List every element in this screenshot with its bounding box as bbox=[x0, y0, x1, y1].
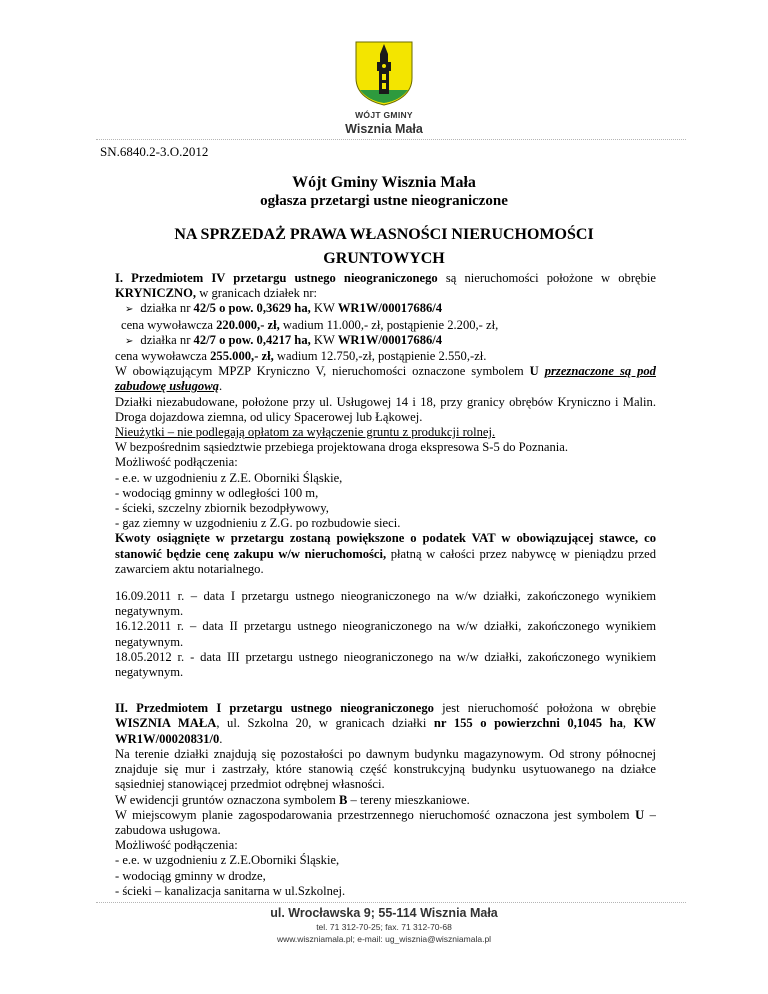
price-42-7: cena wywoławcza 255.000,- zł, wadium 12.750,-zł, postąpienie 2.550,-zł. bbox=[115, 349, 487, 364]
arrow-bullet-icon: ➢ bbox=[125, 304, 134, 316]
footer-divider bbox=[96, 902, 686, 903]
section-2-subject: II. Przedmiotem I przetargu ustnego nieograniczonego bbox=[115, 701, 434, 716]
location-wisznia-mala: WISZNIA MAŁA bbox=[115, 716, 217, 731]
header-municipality: Wisznia Mała bbox=[345, 122, 423, 136]
title-line-2: ogłasza przetargi ustne nieograniczone bbox=[260, 193, 508, 209]
reference-number: SN.6840.2-3.O.2012 bbox=[100, 144, 209, 159]
list-item: - wodociąg gminny w odległości 100 m, bbox=[115, 485, 319, 500]
main-heading bbox=[0, 223, 768, 271]
connections-title: Możliwość podłączenia: bbox=[115, 455, 238, 470]
connections-title: Możliwość podłączenia: bbox=[115, 838, 238, 853]
main-heading-line-2: GRUNTOWYCH bbox=[323, 250, 445, 267]
tender-history-item: 16.12.2011 r. – data II przetargu ustnego nieograniczonego na w/w działki, zakończonego wynikiem negatywnym. bbox=[115, 619, 656, 649]
location-kryniczno: KRYNICZNO, bbox=[115, 286, 197, 301]
footer-web: www.wiszniamala.pl; e-mail: ug_wisznia@wiszniamala.pl bbox=[276, 934, 492, 944]
tender-history-item: 18.05.2012 r. - data III przetargu ustnego nieograniczonego na w/w działki, zakończonego wynikiem negatywnym. bbox=[115, 649, 656, 680]
main-heading-line-1: NA SPRZEDAŻ PRAWA WŁASNOŚCI NIERUCHOMOŚCI bbox=[174, 226, 594, 243]
footer-address: ul. Wrocławska 9; 55-114 Wisznia Mała bbox=[270, 906, 498, 920]
plot-42-5: ➢ działka nr 42/5 o pow. 0,3629 ha, KW WR1W/00017686/4 bbox=[125, 301, 443, 316]
vat-note: Kwoty osiągnięte w przetargu zostaną powiększone o podatek VAT w obowiązującej stawce, co stanowić będzie cenę zakupu w/w nieruchomości, płatną w całości przez nabywcę w pieniądzu przed zawarciem aktu notarialnego. bbox=[115, 531, 656, 576]
list-item: - ścieki, szczelny zbiornik bezodpływowy, bbox=[115, 501, 329, 516]
section-1-subject: I. Przedmiotem IV przetargu ustnego nieograniczonego bbox=[115, 271, 438, 285]
tender-history-item: 16.09.2011 r. – data I przetargu ustnego nieograniczonego na w/w działki, zakończonego wynikiem negatywnym. bbox=[115, 589, 656, 619]
land-registry-info: W ewidencji gruntów oznaczona symbolem B – tereny mieszkaniowe. bbox=[115, 792, 470, 807]
list-item: - wodociąg gminny w drodze, bbox=[115, 868, 266, 883]
price-42-5: cena wywoławcza 220.000,- zł, wadium 11.000,- zł, postąpienie 2.200,- zł, bbox=[121, 317, 499, 332]
list-item: - e.e. w uzgodnieniu z Z.E. Oborniki Śląskie, bbox=[115, 470, 343, 485]
section-1-intro: I. Przedmiotem IV przetargu ustnego nieograniczonego są nieruchomości położone w obrębie KRYNICZNO, w granicach działek nr: bbox=[115, 271, 656, 301]
footer-phones: tel. 71 312-70-25; fax. 71 312-70-68 bbox=[316, 922, 452, 932]
header-office: WÓJT GMINY bbox=[355, 110, 413, 120]
announcement-body bbox=[115, 271, 656, 899]
plot-155-description: Na terenie działki znajdują się pozostałości po dawnym budynku magazynowym. Od strony północnej znajduje się mur i zastrzały, które stanowią część konstrukcyjną budynku usytuowanego na działce sąsiedniej stanowiącej przedmiot odrębnej własności. bbox=[115, 746, 656, 792]
list-item: - ścieki – kanalizacja sanitarna w ul.Szkolnej. bbox=[115, 883, 346, 898]
list-item: - gaz ziemny w uzgodnieniu z Z.G. po rozbudowie sieci. bbox=[115, 516, 401, 531]
header-divider bbox=[96, 139, 686, 140]
arrow-bullet-icon: ➢ bbox=[125, 335, 134, 347]
plot-description: Działki niezabudowane, położone przy ul. Usługowej 14 i 18, przy granicy obrębów Kryniczno i Malin. Droga dojazdowa ziemna, od ulicy Spacerowej lub Łąkowej. bbox=[115, 394, 656, 424]
zoning-info: W obowiązującym MPZP Kryniczno V, nieruchomości oznaczone symbolem U przeznaczone są pod zabudowę usługową. bbox=[115, 364, 656, 394]
title-line-1: Wójt Gminy Wisznia Mała bbox=[292, 174, 476, 191]
section-2-intro: II. Przedmiotem I przetargu ustnego nieograniczonego jest nieruchomość położona w obrębie WISZNIA MAŁA, ul. Szkolna 20, w granicach działki nr 155 o powierzchni 0,1045 ha, KW WR1W/00020831/0. bbox=[115, 701, 656, 746]
local-plan-info: W miejscowym planie zagospodarowania przestrzennego nieruchomość oznaczona jest symbolem U – zabudowa usługowa. bbox=[115, 807, 656, 837]
wasteland-note: Nieużytki – nie podlegają opłatom za wyłączenie gruntu z produkcji rolnej. bbox=[115, 425, 496, 440]
list-item: - e.e. w uzgodnieniu z Z.E.Oborniki Śląskie, bbox=[115, 853, 340, 868]
neighbourhood-note: W bezpośrednim sąsiedztwie przebiega projektowana droga ekspresowa S-5 do Poznania. bbox=[115, 440, 568, 455]
coat-of-arms-crest-icon bbox=[354, 40, 414, 106]
plot-42-7: ➢ działka nr 42/7 o pow. 0,4217 ha, KW WR1W/00017686/4 bbox=[125, 332, 443, 347]
